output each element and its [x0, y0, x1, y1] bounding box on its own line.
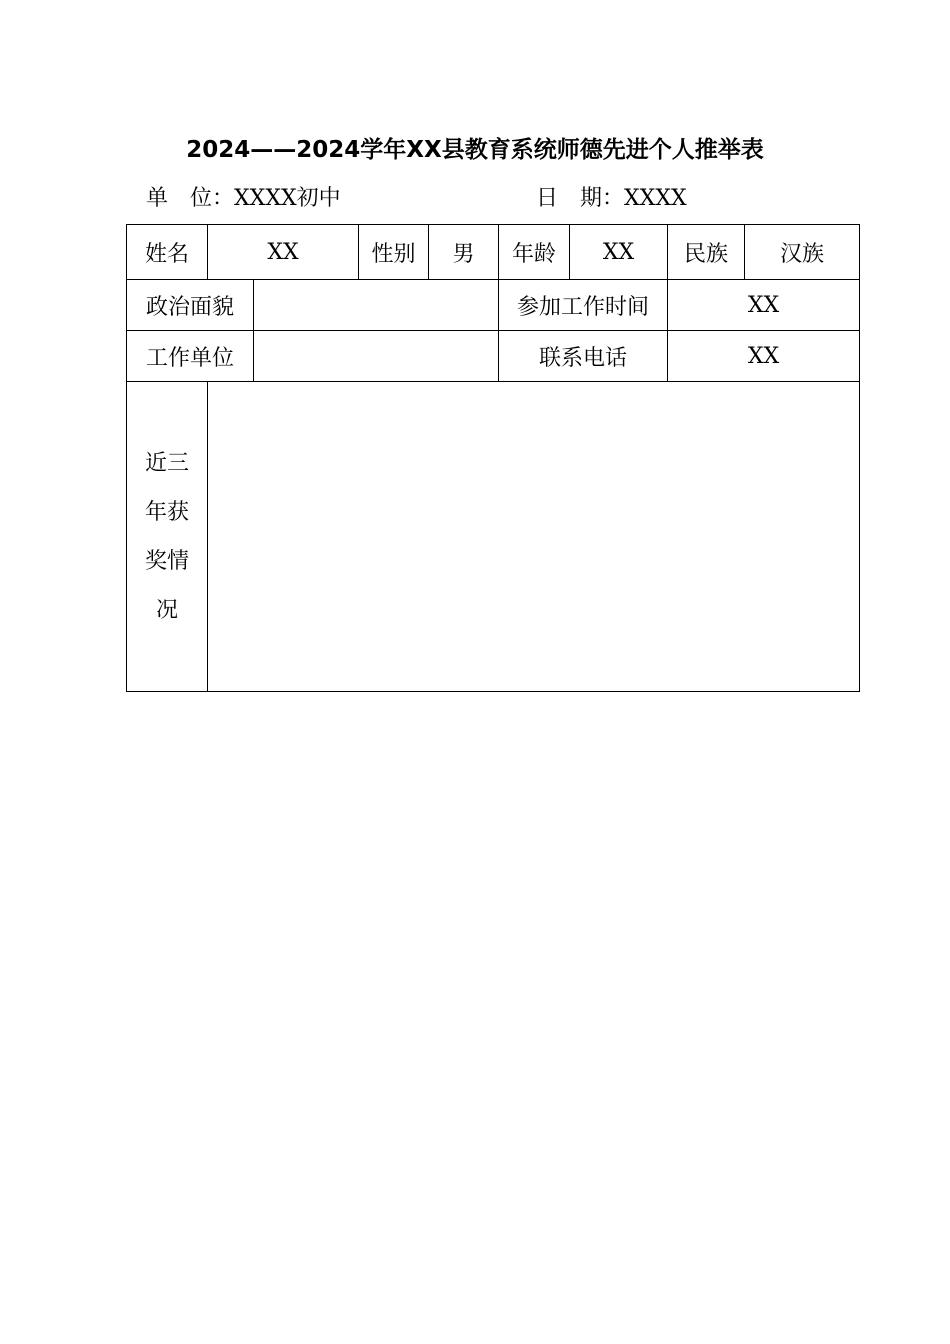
workplace-value[interactable]: [254, 331, 499, 382]
document-title: 2024——2024学年XX县教育系统师德先进个人推举表: [186, 137, 764, 163]
political-label: 政治面貌: [127, 280, 254, 331]
phone-label: 联系电话: [499, 331, 668, 382]
work-start-label: 参加工作时间: [499, 280, 668, 331]
date-label: 日 期：: [536, 186, 625, 211]
name-value[interactable]: XX: [208, 225, 359, 280]
awards-label: 近三年获奖情况: [127, 382, 208, 692]
date-line: [536, 184, 687, 214]
age-label: 年龄: [499, 225, 570, 280]
political-value[interactable]: [254, 280, 499, 331]
unit-label: 单 位：: [146, 186, 235, 211]
table-row: [127, 331, 860, 382]
workplace-label: 工作单位: [127, 331, 254, 382]
unit-value: XXXX初中: [234, 186, 341, 211]
phone-value[interactable]: XX: [668, 331, 860, 382]
ethnicity-label: 民族: [668, 225, 745, 280]
table-row: [127, 280, 860, 331]
name-label: 姓名: [127, 225, 208, 280]
awards-value[interactable]: [208, 382, 860, 692]
recommendation-form-table: [126, 224, 860, 692]
work-start-value[interactable]: XX: [668, 280, 860, 331]
ethnicity-value[interactable]: 汉族: [745, 225, 860, 280]
age-value[interactable]: XX: [570, 225, 668, 280]
unit-line: [146, 184, 341, 214]
gender-label: 性别: [359, 225, 429, 280]
gender-value[interactable]: 男: [429, 225, 499, 280]
table-row: [127, 382, 860, 692]
table-row: [127, 225, 860, 280]
date-value: XXXX: [624, 186, 687, 211]
